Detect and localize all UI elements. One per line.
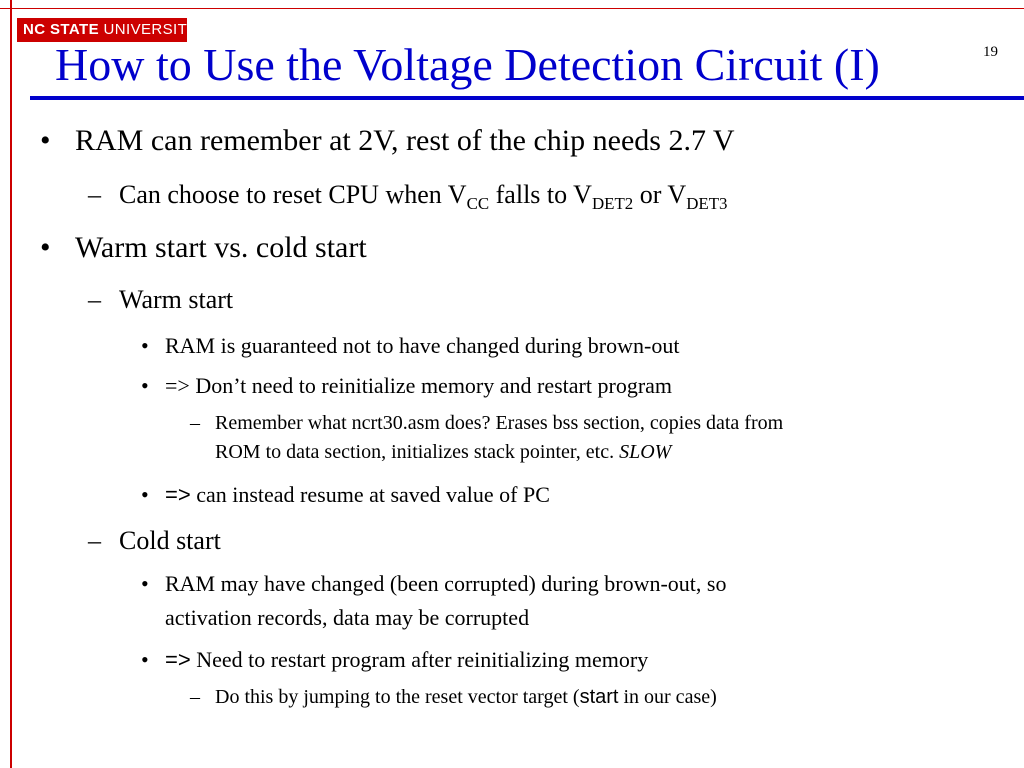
vdet3-subscript: DET3 [686, 193, 728, 213]
red-top-rule [0, 8, 1024, 9]
bullet-warm-vs-cold: Warm start vs. cold start [75, 231, 367, 264]
arrow-symbol: => [165, 482, 191, 507]
reset-cpu-text-2: falls to V [489, 180, 592, 209]
vdet2-subscript: DET2 [591, 193, 634, 213]
dash-marker: – [88, 180, 101, 209]
bullet-ram-remember: RAM can remember at 2V, rest of the chip needs 2.7 V [75, 124, 735, 157]
reset-vector-text-1: Do this by jumping to the reset vector target ( [215, 686, 580, 708]
subbullet-reset-cpu [119, 180, 728, 213]
subbullet-cold-start: Cold start [119, 526, 221, 555]
bullet-marker: • [141, 647, 149, 672]
dash-marker: – [190, 686, 200, 708]
slide-title: How to Use the Voltage Detection Circuit (I) [55, 39, 880, 90]
item-dont-reinitialize: => Don’t need to reinitialize memory and restart program [165, 373, 673, 398]
item-ram-may-change-line2: activation records, data may be corrupted [165, 605, 530, 630]
ncrt30-line2-text: ROM to data section, initializes stack pointer, etc. [215, 441, 620, 463]
detail-reset-vector [215, 686, 717, 709]
logo-bold: NC STATE [23, 21, 99, 38]
bullet-marker: • [40, 231, 51, 264]
item-resume-pc [165, 482, 550, 508]
restart-program-text: Need to restart program after reinitializing memory [190, 647, 649, 672]
bullet-marker: • [141, 373, 149, 398]
item-ram-may-change-line1: RAM may have changed (been corrupted) during brown-out, so [165, 571, 727, 596]
bullet-marker: • [141, 333, 149, 358]
reset-cpu-text-1: Can choose to reset CPU when V [119, 180, 467, 209]
subbullet-warm-start: Warm start [119, 285, 234, 314]
dash-marker: – [190, 412, 200, 434]
reset-vector-text-2: in our case) [618, 686, 717, 708]
vcc-subscript: CC [466, 193, 490, 213]
bullet-marker: • [141, 571, 149, 596]
reset-cpu-text-3: or V [633, 180, 687, 209]
bullet-marker: • [40, 124, 51, 157]
detail-ncrt30-line2 [215, 441, 671, 464]
arrow-symbol: => [165, 647, 191, 672]
title-underline [30, 96, 1024, 100]
logo-rest: UNIVERSITY [98, 21, 198, 38]
detail-ncrt30-line1: Remember what ncrt30.asm does? Erases bss section, copies data from [215, 412, 784, 434]
slow-emphasis: SLOW [619, 441, 672, 463]
item-restart-program [165, 647, 648, 673]
slide-number: 19 [983, 44, 998, 60]
dash-marker: – [88, 285, 101, 314]
bullet-marker: • [141, 482, 149, 507]
start-code: start [579, 686, 619, 708]
dash-marker: – [88, 526, 101, 555]
red-left-rule [10, 0, 12, 768]
resume-pc-text: can instead resume at saved value of PC [190, 482, 550, 507]
item-ram-guaranteed: RAM is guaranteed not to have changed during brown-out [165, 333, 680, 358]
